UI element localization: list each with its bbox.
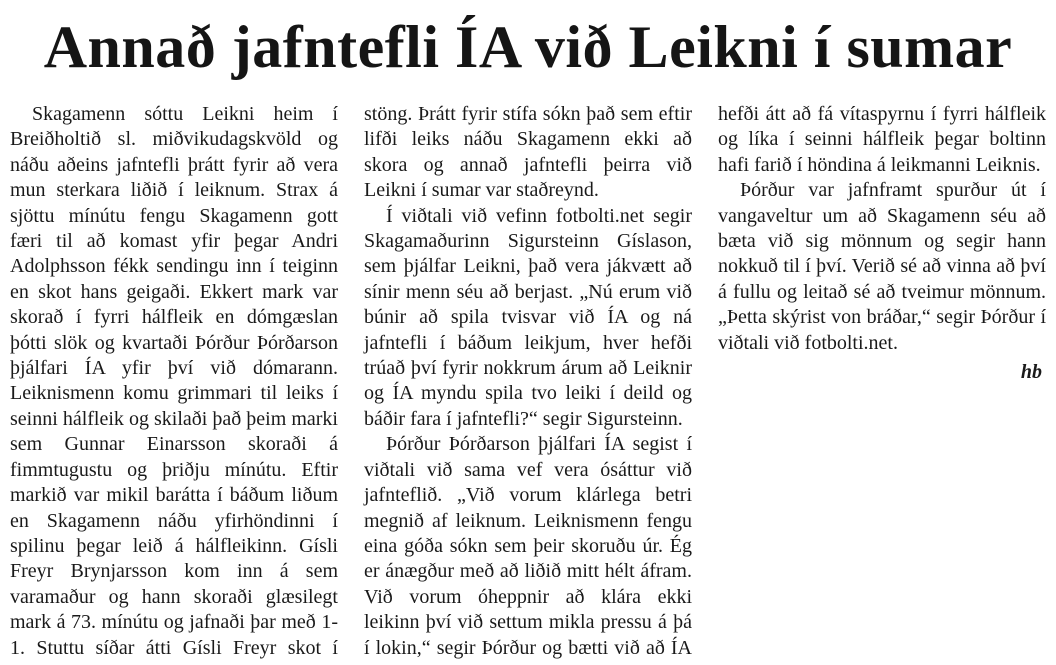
- author-signature: hb: [1020, 361, 1042, 384]
- article-paragraph-2: Í viðtali við vefinn fotbolti.net segir Skagamaðurinn Sigursteinn Gíslason, sem þjálfar Leikni, það vera jákvætt að sínir menn séu að berjast. „Nú erum við búnir að spila tvisvar við ÍA og ná jafntefli í báðum leikjum, hver hefði trúað því fyrir nokkrum árum að Leiknir og ÍA myndu spila tvo leiki í deild og báðir fara í jafntefli?“ segir Sigursteinn.: [364, 204, 692, 430]
- article-paragraph-3: Þórður Þórðarson þjálfari ÍA segist í viðtali við sama vef vera ósáttur við jafnteflið. „Við vorum klárlega betri megnið af leiknum. Leiknismenn fengu eina góða sókn sem þeir skoruðu úr. Ég er ánægður með að liðið mitt hélt áfram. Við vorum óheppnir að klára ekki leikinn því við settum mikla pressu á þá í lokin,“ segir Þórður og bætti við að ÍA hefði átt að fá vítaspyrnu í fyrri hálfleik og líka í seinni hálfleik þegar boltinn hafi farið í höndina á leikmanni Leiknis.: [364, 103, 1046, 659]
- article-body: [10, 102, 1046, 662]
- article-paragraph-1: Skagamenn sóttu Leikni heim í Breiðholtið sl. miðvikudagskvöld og náðu aðeins jafntefli þrátt fyrir að vera mun sterkara liðið í leiknum. Strax á sjöttu mínútu fengu Skagamenn gott færi til að komast yfir þegar Andri Adolphsson fékk sendingu inn í teiginn en skot hans geigaði. Ekkert mark var skorað í fyrri hálfleik en dómgæslan þótti slök og kvartaði Þórður Þórðarson þjálfari ÍA yfir því við dómarann. Leiknismenn komu grimmari til leiks í seinni hálfleik og skilaði það þeim marki sem Gunnar Einarsson skoraði á fimmtugustu og þriðju mínútu. Eftir markið var mikil barátta í báðum liðum en Skagamenn náðu yfirhöndinni í spilinu þegar leið á hálfleikinn. Gísli Freyr Brynjarsson kom inn á sem varamaður og hann skoraði glæsilegt mark á 73. mínútu og jafnaði þar með 1-1. Stuttu síðar átti Gísli Freyr skot í stöng. Þrátt fyrir stífa sókn það sem eftir lifði leiks náðu Skagamenn ekki að skora og annað jafntefli þeirra við Leikni í sumar var staðreynd.: [10, 103, 692, 659]
- article-headline: Annað jafntefli ÍA við Leikni í sumar: [43, 14, 1013, 80]
- article-paragraph-4: Þórður var jafnframt spurður út í vangaveltur um að Skagamenn séu að bæta við sig mönnum og segir hann nokkuð til í því. Verið sé að vinna að því á fullu og leitað sé að tveimur mönnum. „Þetta skýrist von bráðar,“ segir Þórður í viðtali við fotbolti.net.: [718, 179, 1046, 354]
- article-page: [0, 8, 1056, 665]
